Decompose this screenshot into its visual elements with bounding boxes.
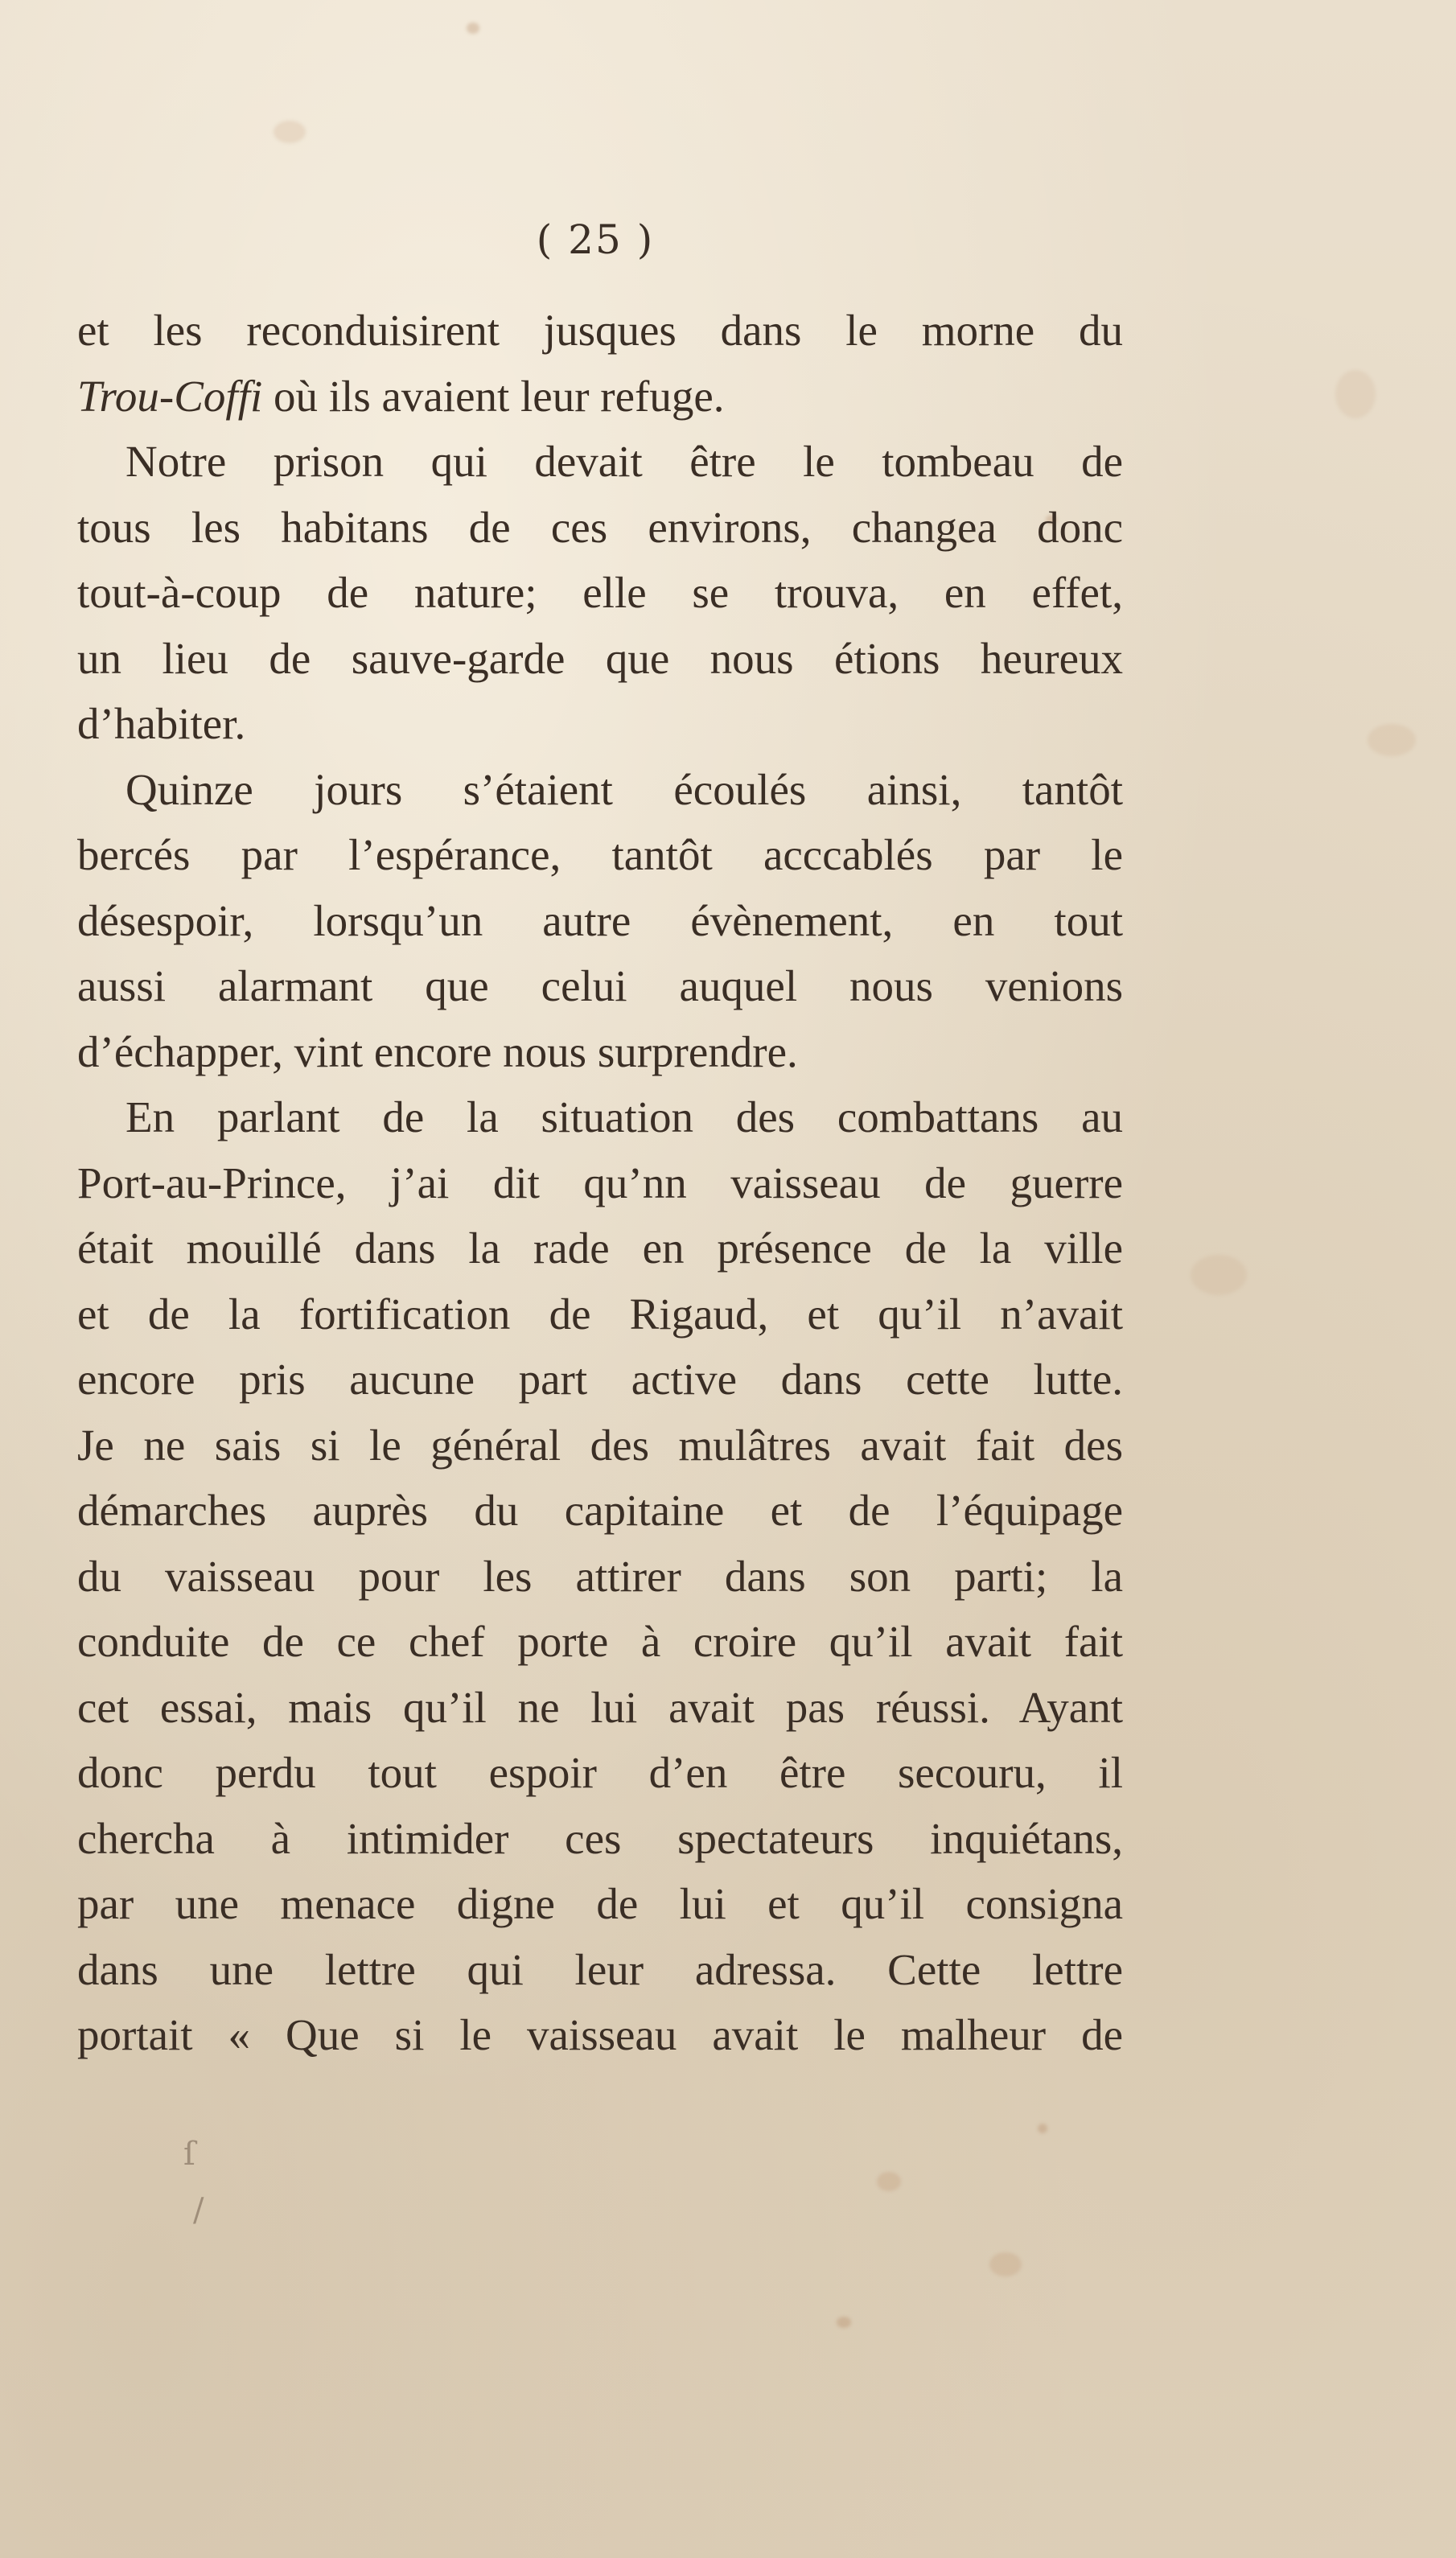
text-line (77, 1609, 1123, 1675)
text-line (77, 495, 1123, 561)
foxing-stain (837, 2317, 851, 2328)
text-line (77, 364, 1123, 430)
text-segment: démarches auprès du capitaine et de l’équipage (77, 1486, 1123, 1535)
text-segment: où ils avaient leur refuge. (262, 371, 725, 421)
foxing-stain (274, 121, 306, 143)
text-line (77, 2002, 1123, 2068)
foxing-stain (989, 2252, 1022, 2276)
text-line (77, 1215, 1123, 1281)
text-segment: était mouillé dans la rade en présence de la ville (77, 1223, 1123, 1273)
foxing-stain (1335, 370, 1376, 418)
text-segment: aussi alarmant que celui auquel nous venions (77, 961, 1123, 1010)
text-segment: Notre prison qui devait être le tombeau de (125, 437, 1123, 486)
foxing-stain (877, 2172, 901, 2191)
text-line (77, 1544, 1123, 1610)
text-line (77, 1478, 1123, 1544)
text-segment: et de la fortification de Rigaud, et qu’il n’avait (77, 1289, 1123, 1339)
text-segment: cet essai, mais qu’il ne lui avait pas réussi. Ayant (77, 1682, 1123, 1732)
text-line (77, 691, 1123, 757)
text-segment: Port-au-Prince, j’ai dit qu’nn vaisseau de guerre (77, 1158, 1123, 1207)
text-segment: d’habiter. (77, 699, 246, 748)
text-segment: du vaisseau pour les attirer dans son parti; la (77, 1551, 1123, 1601)
text-line (77, 953, 1123, 1019)
text-segment: dans une lettre qui leur adressa. Cette lettre (77, 1944, 1123, 1994)
text-segment: donc perdu tout espoir d’en être secouru, il (77, 1748, 1123, 1797)
foxing-stain (1038, 2124, 1047, 2133)
text-line (77, 1084, 1123, 1150)
italic-place-name: Trou-Coffi (77, 371, 263, 421)
text-line (77, 757, 1123, 823)
pencil-mark: / (193, 2192, 204, 2229)
text-line (77, 1281, 1123, 1347)
text-line (77, 1937, 1123, 2003)
body-text (77, 298, 1123, 2068)
text-segment: conduite de ce chef porte à croire qu’il avait fait (77, 1617, 1123, 1666)
text-line (77, 560, 1123, 626)
text-line (77, 1019, 1123, 1085)
text-line (77, 1806, 1123, 1872)
text-line (77, 298, 1123, 364)
text-line (77, 1740, 1123, 1806)
page-number: ( 25 ) (536, 216, 655, 263)
text-segment: En parlant de la situation des combattans au (125, 1092, 1123, 1141)
text-line (77, 1871, 1123, 1937)
text-segment: tout-à-coup de nature; elle se trouva, en effet, (77, 568, 1123, 617)
text-line (77, 626, 1123, 692)
text-line (77, 429, 1123, 495)
text-segment: tous les habitans de ces environs, changea donc (77, 502, 1123, 552)
text-segment: Je ne sais si le général des mulâtres avait fait des (77, 1420, 1123, 1470)
text-line (77, 1150, 1123, 1216)
text-segment: bercés par l’espérance, tantôt acccablés par le (77, 830, 1123, 879)
text-segment: un lieu de sauve-garde que nous étions heureux (77, 633, 1123, 683)
text-segment: et les reconduisirent jusques dans le morne du (77, 306, 1123, 355)
text-line (77, 822, 1123, 888)
text-segment: d’échapper, vint encore nous surprendre. (77, 1026, 798, 1076)
text-line (77, 888, 1123, 954)
text-segment: par une menace digne de lui et qu’il consigna (77, 1879, 1123, 1928)
text-line (77, 1413, 1123, 1478)
text-segment: encore pris aucune part active dans cette lutte. (77, 1355, 1123, 1404)
pencil-mark: ſ (183, 2136, 195, 2173)
foxing-stain (467, 23, 479, 34)
text-segment: chercha à intimider ces spectateurs inquiétans, (77, 1813, 1123, 1863)
foxing-stain (1368, 724, 1416, 756)
text-segment: désespoir, lorsqu’un autre évènement, en tout (77, 895, 1123, 945)
text-line (77, 1347, 1123, 1413)
text-segment: Quinze jours s’étaient écoulés ainsi, tantôt (125, 764, 1123, 814)
text-segment: portait « Que si le vaisseau avait le malheur de (77, 2010, 1123, 2059)
foxing-stain (1191, 1255, 1247, 1295)
text-line (77, 1675, 1123, 1741)
